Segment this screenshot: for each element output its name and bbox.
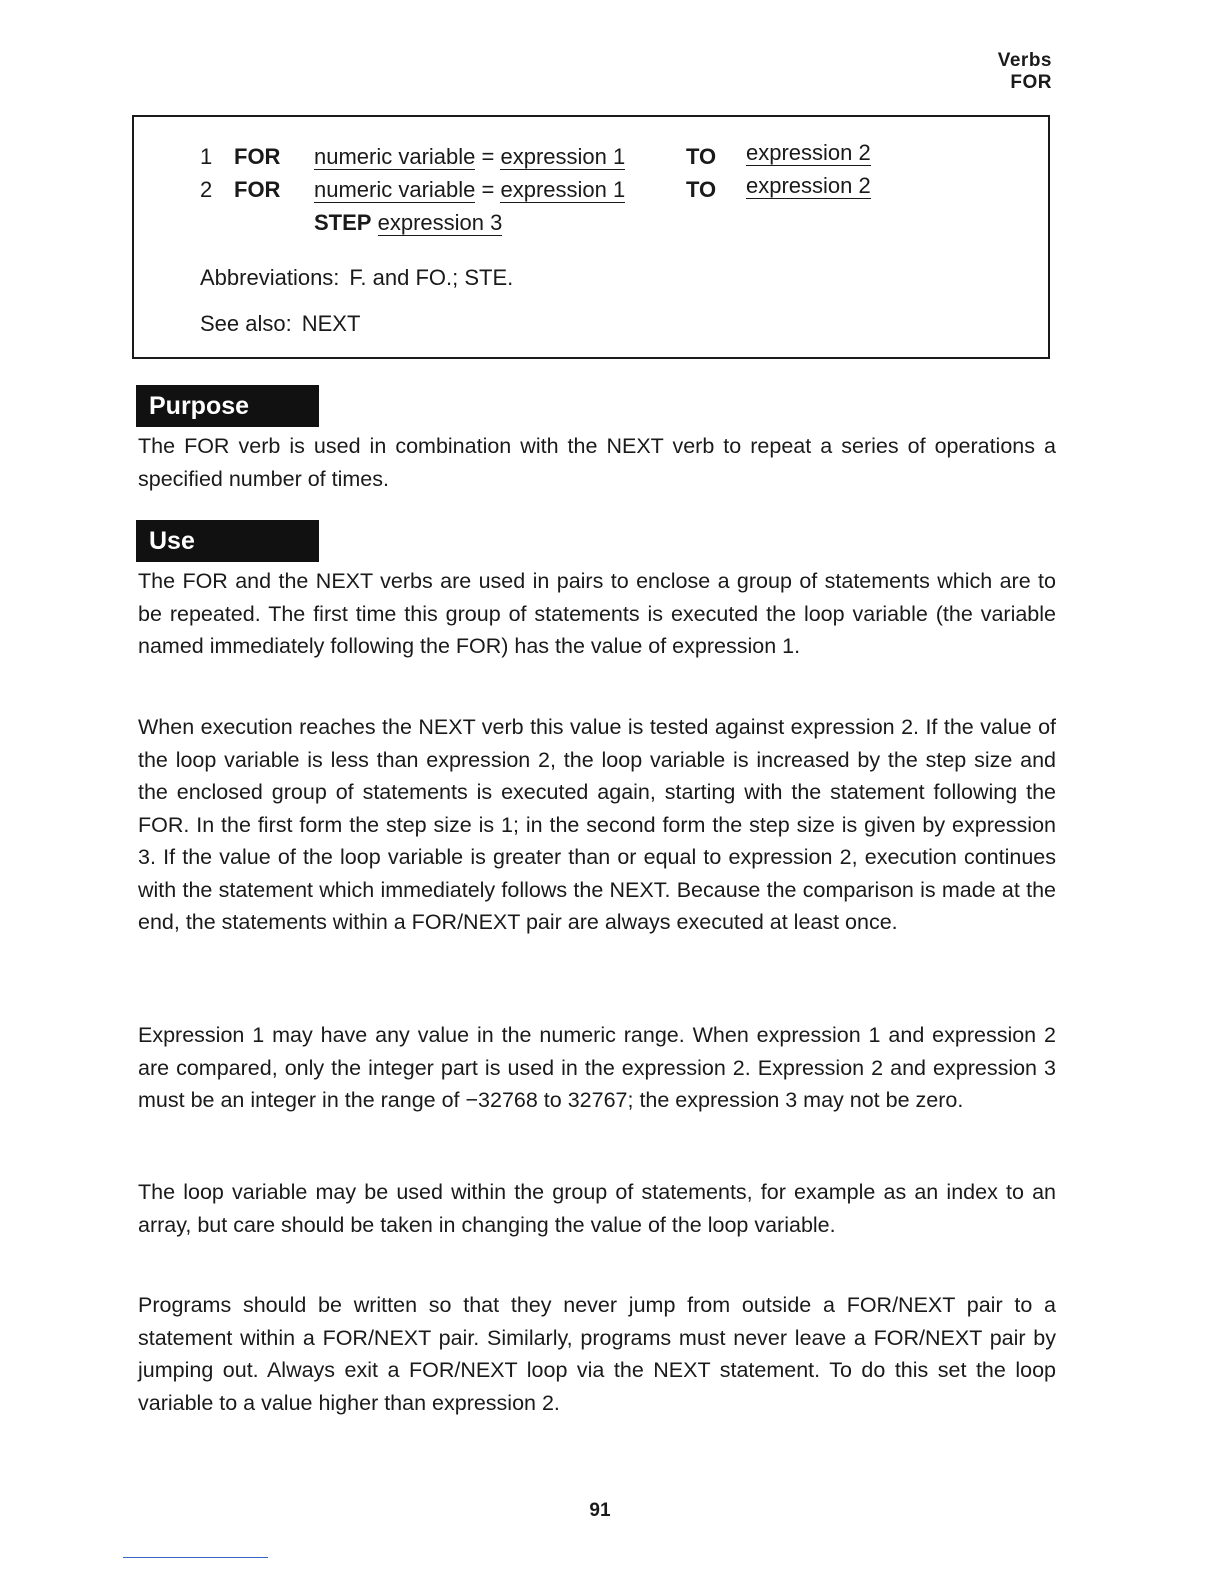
footer-rule [123,1557,268,1558]
expression-3: expression 3 [377,210,503,235]
see-also-line [200,311,360,337]
page-number: 91 [589,1500,611,1521]
abbreviations-line [200,265,513,291]
use-paragraph: When execution reaches the NEXT verb this value is tested against expression 2. If the value of the loop variable is less than expression 2, the loop variable is increased by the step size and the enclosed group of statements is executed again, starting with the statement following the FOR. In the first form the step size is 1; in the second form the step size is given by expression 3. If the value of the loop variable is greater than or equal to expression 2, execution continues with the statement which immediately follows the NEXT. Because the comparison is made at the end, the statements within a FOR/NEXT pair are always executed at least once. [138,715,1056,934]
variable-assignment [314,141,625,173]
equals-sign: = [475,177,501,202]
purpose-text: The FOR verb is used in combination with the NEXT verb to repeat a series of operations a specified number of times. [138,434,1056,491]
expression-1: expression 1 [500,177,626,202]
use-paragraph: Programs should be written so that they never jump from outside a FOR/NEXT pair to a statement within a FOR/NEXT pair. Similarly, programs must never leave a FOR/NEXT pair by jumping out. Always exit a FOR/NEXT loop via the NEXT statement. To do this set the loop variable to a value higher than expression 2. [138,1293,1056,1415]
running-header [998,50,1052,94]
header-section: Verbs [997,50,1052,71]
numeric-variable: numeric variable [314,144,476,169]
for-keyword: FOR [234,144,281,169]
step-clause [314,207,502,239]
for-keyword: FOR [234,177,281,202]
equals-sign: = [475,144,501,169]
use-paragraph: The FOR and the NEXT verbs are used in pairs to enclose a group of statements which are to be repeated. The first time this group of statements is executed the loop variable (the variable named immediately following the FOR) has the value of expression 1. [138,569,1056,658]
step-keyword: STEP [314,210,372,235]
to-keyword: TO [686,177,717,202]
syntax-box [132,115,1050,359]
use-paragraph: The loop variable may be used within the group of statements, for example as an index to an array, but care should be taken in changing the value of the loop variable. [138,1180,1056,1237]
to-keyword: TO [686,144,717,169]
form-number: 2 [200,177,213,202]
use-heading: Use [136,520,319,562]
expression-1: expression 1 [500,144,626,169]
numeric-variable: numeric variable [314,177,476,202]
see-also-label: See also: [200,311,292,336]
header-verb: FOR [1010,72,1052,93]
see-also-value: NEXT [301,311,361,336]
variable-assignment [314,174,625,206]
expression-2: expression 2 [746,140,871,165]
abbreviations-value: F. and FO.; STE. [349,265,514,290]
form-number: 1 [200,144,213,169]
use-paragraph: Expression 1 may have any value in the numeric range. When expression 1 and expression 2 are compared, only the integer part is used in the expression 2. Expression 2 and expression 3 must be an integer in the range of −32768 to 32767; the expression 3 may not be zero. [138,1023,1056,1112]
expression-2: expression 2 [746,173,871,198]
abbreviations-label: Abbreviations: [200,265,340,290]
purpose-heading: Purpose [136,385,319,427]
